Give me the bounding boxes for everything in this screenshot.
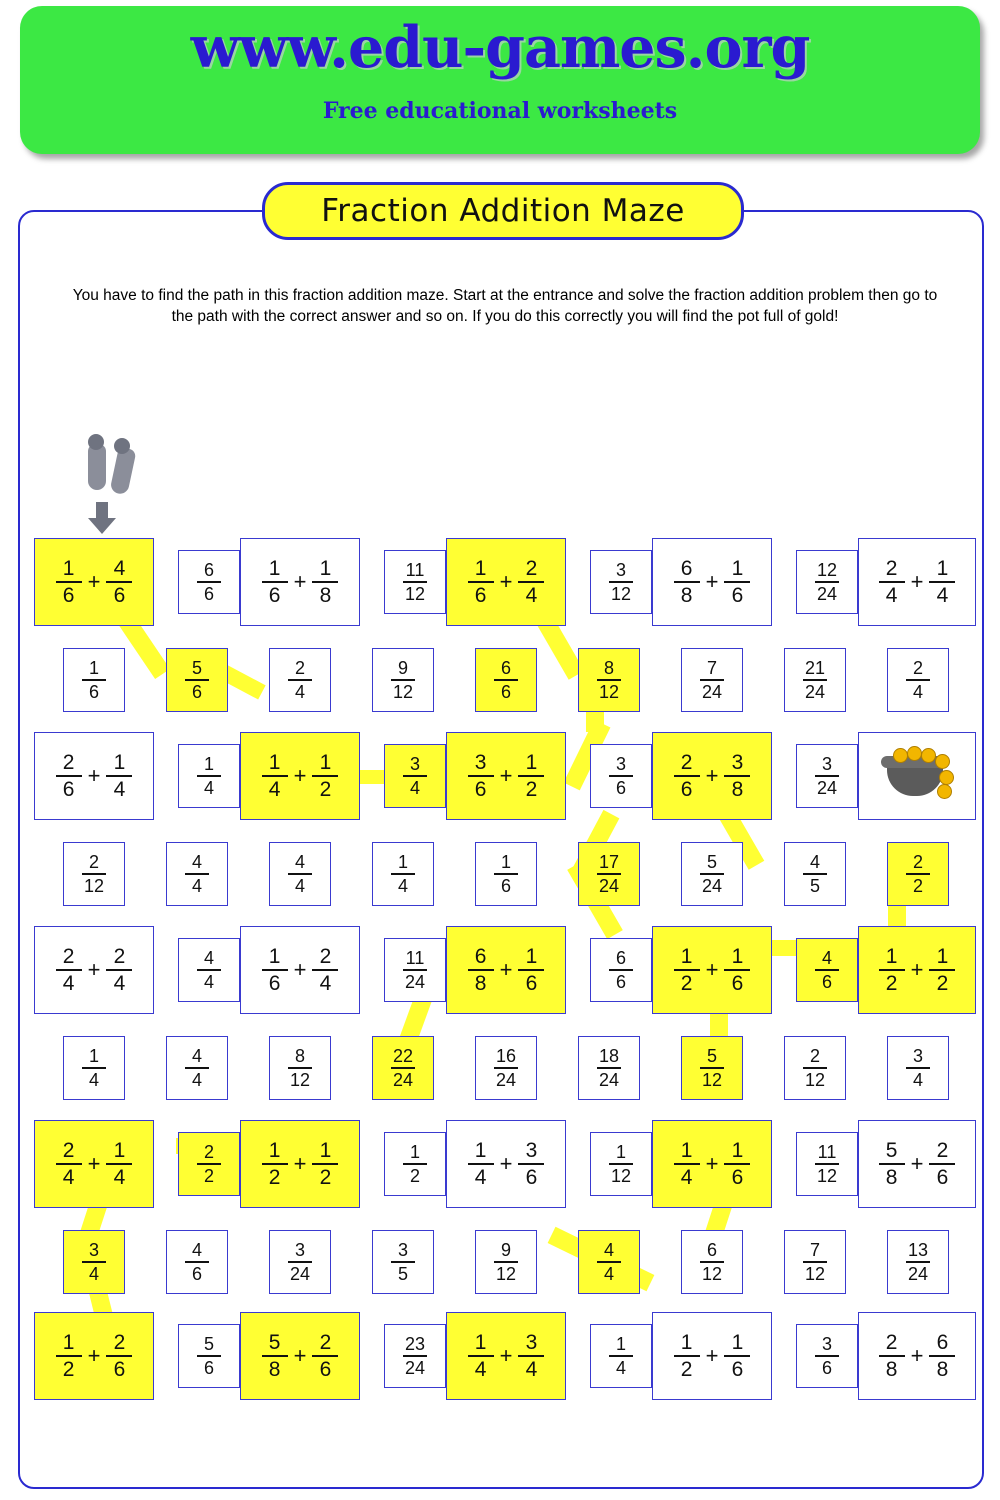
fraction: $\frac{2}{2}$: [906, 853, 930, 895]
fraction: $\frac{3}{4}$: [82, 1241, 106, 1283]
fraction: $\frac{3}{24}$: [816, 754, 838, 798]
fraction: $\frac{3}{12}$: [610, 560, 632, 604]
fraction: $\frac{16}{24}$: [495, 1046, 517, 1090]
maze-answer-cell[interactable]: [63, 1230, 125, 1294]
maze-answer-cell[interactable]: [590, 744, 652, 808]
fraction: $\frac{3}{6}$: [518, 1140, 544, 1188]
maze-answer-cell[interactable]: [578, 648, 640, 712]
plus-sign: +: [499, 763, 513, 788]
maze-answer-cell[interactable]: [178, 1132, 240, 1196]
fraction: $\frac{1}{2}$: [929, 946, 955, 994]
plus-sign: +: [705, 1343, 719, 1368]
maze-answer-cell[interactable]: [63, 648, 125, 712]
fraction: $\frac{1}{2}$: [403, 1143, 427, 1185]
arrow-down-head: [88, 518, 116, 534]
fraction: $\frac{1}{6}$: [724, 1140, 750, 1188]
maze-problem-cell[interactable]: [858, 926, 976, 1014]
fraction: $\frac{1}{2}$: [879, 946, 905, 994]
fraction: $\frac{2}{4}$: [288, 659, 312, 701]
plus-sign: +: [87, 1151, 101, 1176]
maze-problem-cell[interactable]: [240, 538, 360, 626]
maze-problem-cell[interactable]: [34, 732, 154, 820]
fraction: $\frac{3}{4}$: [518, 1332, 544, 1380]
fraction: $\frac{1}{4}$: [468, 1332, 494, 1380]
fraction: $\frac{1}{2}$: [56, 1332, 82, 1380]
maze-problem-cell[interactable]: [34, 1120, 154, 1208]
maze-answer-cell[interactable]: [384, 1324, 446, 1388]
maze-answer-cell[interactable]: [166, 648, 228, 712]
maze-answer-cell[interactable]: [178, 744, 240, 808]
fraction: $\frac{1}{4}$: [262, 752, 288, 800]
maze-answer-cell[interactable]: [475, 648, 537, 712]
fraction: $\frac{6}{8}$: [468, 946, 494, 994]
plus-sign: +: [293, 957, 307, 982]
fraction: $\frac{1}{2}$: [312, 1140, 338, 1188]
fraction: $\frac{4}{4}$: [185, 1047, 209, 1089]
fraction: $\frac{4}{6}$: [815, 949, 839, 991]
maze-answer-cell[interactable]: [384, 744, 446, 808]
fraction: $\frac{1}{4}$: [82, 1047, 106, 1089]
maze-answer-cell[interactable]: [681, 1230, 743, 1294]
maze-problem-cell[interactable]: [652, 1120, 772, 1208]
maze-problem-cell[interactable]: [34, 538, 154, 626]
fraction: $\frac{4}{5}$: [803, 853, 827, 895]
fraction: $\frac{3}{6}$: [609, 755, 633, 797]
maze-answer-cell[interactable]: [784, 842, 846, 906]
fraction: $\frac{5}{6}$: [185, 659, 209, 701]
fraction: $\frac{1}{4}$: [468, 1140, 494, 1188]
fraction: $\frac{2}{12}$: [804, 1046, 826, 1090]
fraction: $\frac{2}{4}$: [106, 946, 132, 994]
fraction: $\frac{4}{4}$: [288, 853, 312, 895]
fraction: $\frac{11}{12}$: [404, 560, 426, 604]
fraction: $\frac{1}{4}$: [106, 752, 132, 800]
plus-sign: +: [705, 1151, 719, 1176]
maze-answer-cell[interactable]: [578, 1036, 640, 1100]
maze-answer-cell[interactable]: [63, 1036, 125, 1100]
fraction: $\frac{1}{4}$: [391, 853, 415, 895]
fraction: $\frac{3}{4}$: [906, 1047, 930, 1089]
maze-answer-cell[interactable]: [372, 842, 434, 906]
maze-answer-cell[interactable]: [166, 1230, 228, 1294]
maze-answer-cell[interactable]: [796, 1132, 858, 1196]
maze-problem-cell[interactable]: [858, 538, 976, 626]
maze-answer-cell[interactable]: [578, 842, 640, 906]
fraction: $\frac{2}{2}$: [197, 1143, 221, 1185]
fraction: $\frac{2}{6}$: [56, 752, 82, 800]
fraction: $\frac{2}{4}$: [56, 946, 82, 994]
plus-sign: +: [705, 957, 719, 982]
fraction: $\frac{5}{12}$: [701, 1046, 723, 1090]
maze-problem-cell[interactable]: [240, 1312, 360, 1400]
maze-answer-cell[interactable]: [887, 1230, 949, 1294]
maze-problem-cell[interactable]: [446, 538, 566, 626]
fraction: $\frac{3}{8}$: [724, 752, 750, 800]
maze-problem-cell[interactable]: [652, 538, 772, 626]
plus-sign: +: [910, 957, 924, 982]
fraction: $\frac{2}{6}$: [674, 752, 700, 800]
maze-problem-cell[interactable]: [446, 926, 566, 1014]
fraction: $\frac{2}{4}$: [56, 1140, 82, 1188]
fraction: $\frac{1}{2}$: [518, 752, 544, 800]
maze-answer-cell[interactable]: [784, 648, 846, 712]
plus-sign: +: [705, 569, 719, 594]
fraction: $\frac{5}{24}$: [701, 852, 723, 896]
fraction: $\frac{1}{2}$: [674, 1332, 700, 1380]
maze-answer-cell[interactable]: [590, 550, 652, 614]
maze-goal-cell[interactable]: [858, 732, 976, 820]
fraction: $\frac{4}{4}$: [197, 949, 221, 991]
maze-answer-cell[interactable]: [784, 1230, 846, 1294]
fraction: $\frac{12}{24}$: [816, 560, 838, 604]
maze-problem-cell[interactable]: [446, 1312, 566, 1400]
maze-answer-cell[interactable]: [178, 938, 240, 1002]
fraction: $\frac{7}{24}$: [701, 658, 723, 702]
fraction: $\frac{1}{6}$: [724, 1332, 750, 1380]
fraction: $\frac{2}{12}$: [83, 852, 105, 896]
maze-answer-cell[interactable]: [269, 648, 331, 712]
maze-answer-cell[interactable]: [475, 1036, 537, 1100]
plus-sign: +: [910, 569, 924, 594]
fraction: $\frac{3}{6}$: [815, 1335, 839, 1377]
maze-answer-cell[interactable]: [178, 1324, 240, 1388]
fraction: $\frac{8}{12}$: [289, 1046, 311, 1090]
fraction: $\frac{18}{24}$: [598, 1046, 620, 1090]
fraction: $\frac{8}{12}$: [598, 658, 620, 702]
maze-answer-cell[interactable]: [372, 1230, 434, 1294]
maze-answer-cell[interactable]: [784, 1036, 846, 1100]
fraction: $\frac{1}{8}$: [312, 558, 338, 606]
maze-answer-cell[interactable]: [681, 842, 743, 906]
fraction: $\frac{5}{6}$: [197, 1335, 221, 1377]
maze-problem-cell[interactable]: [240, 926, 360, 1014]
maze-problem-cell[interactable]: [652, 1312, 772, 1400]
fraction: $\frac{6}{6}$: [197, 561, 221, 603]
maze-answer-cell[interactable]: [796, 1324, 858, 1388]
fraction: $\frac{1}{6}$: [468, 558, 494, 606]
maze-problem-cell[interactable]: [858, 1120, 976, 1208]
fraction: $\frac{4}{6}$: [106, 558, 132, 606]
fraction: $\frac{2}{4}$: [518, 558, 544, 606]
maze-answer-cell[interactable]: [372, 648, 434, 712]
fraction: $\frac{3}{24}$: [289, 1240, 311, 1284]
maze-answer-cell[interactable]: [475, 842, 537, 906]
maze-answer-cell[interactable]: [269, 1230, 331, 1294]
fraction: $\frac{1}{6}$: [262, 946, 288, 994]
maze-answer-cell[interactable]: [384, 1132, 446, 1196]
fraction: $\frac{1}{4}$: [929, 558, 955, 606]
maze-answer-cell[interactable]: [681, 648, 743, 712]
maze-answer-cell[interactable]: [887, 648, 949, 712]
maze-answer-cell[interactable]: [590, 938, 652, 1002]
fraction: $\frac{1}{6}$: [82, 659, 106, 701]
instructions-text: You have to find the path in this fraction addition maze. Start at the entrance and solve the fraction addition problem then go to the path with the correct answer and so on. If you do this correctly you will find the pot full of gold!: [72, 287, 938, 325]
fraction: $\frac{11}{24}$: [404, 948, 426, 992]
fraction: $\frac{1}{2}$: [312, 752, 338, 800]
maze-answer-cell[interactable]: [384, 938, 446, 1002]
fraction: $\frac{2}{6}$: [312, 1332, 338, 1380]
fraction: $\frac{2}{8}$: [879, 1332, 905, 1380]
fraction: $\frac{1}{4}$: [106, 1140, 132, 1188]
plus-sign: +: [87, 957, 101, 982]
maze-problem-cell[interactable]: [240, 732, 360, 820]
fraction: $\frac{1}{2}$: [262, 1140, 288, 1188]
maze-problem-cell[interactable]: [446, 732, 566, 820]
plus-sign: +: [87, 763, 101, 788]
fraction: $\frac{1}{4}$: [197, 755, 221, 797]
plus-sign: +: [293, 763, 307, 788]
footsteps-icon: [84, 428, 154, 518]
fraction: $\frac{2}{4}$: [312, 946, 338, 994]
fraction: $\frac{2}{4}$: [906, 659, 930, 701]
fraction: $\frac{22}{24}$: [392, 1046, 414, 1090]
maze-answer-cell[interactable]: [384, 550, 446, 614]
plus-sign: +: [499, 569, 513, 594]
maze-problem-cell[interactable]: [34, 1312, 154, 1400]
fraction: $\frac{3}{6}$: [468, 752, 494, 800]
maze-answer-cell[interactable]: [590, 1324, 652, 1388]
maze-problem-cell[interactable]: [858, 1312, 976, 1400]
site-banner: [20, 6, 980, 154]
fraction: $\frac{13}{24}$: [907, 1240, 929, 1284]
fraction: $\frac{3}{4}$: [403, 755, 427, 797]
worksheet-title-pill: [262, 182, 744, 240]
fraction: $\frac{5}{8}$: [879, 1140, 905, 1188]
plus-sign: +: [499, 957, 513, 982]
maze-answer-cell[interactable]: [796, 550, 858, 614]
fraction: $\frac{5}{8}$: [262, 1332, 288, 1380]
plus-sign: +: [910, 1151, 924, 1176]
maze-grid: [26, 420, 976, 1480]
maze-problem-cell[interactable]: [446, 1120, 566, 1208]
maze-answer-cell[interactable]: [166, 1036, 228, 1100]
fraction: $\frac{4}{4}$: [597, 1241, 621, 1283]
fraction: $\frac{2}{4}$: [879, 558, 905, 606]
plus-sign: +: [910, 1343, 924, 1368]
maze-answer-cell[interactable]: [590, 1132, 652, 1196]
plus-sign: +: [87, 1343, 101, 1368]
fraction: $\frac{7}{12}$: [804, 1240, 826, 1284]
fraction: $\frac{4}{4}$: [185, 853, 209, 895]
fraction: $\frac{1}{6}$: [262, 558, 288, 606]
maze-answer-cell[interactable]: [178, 550, 240, 614]
fraction: $\frac{21}{24}$: [804, 658, 826, 702]
fraction: $\frac{6}{12}$: [701, 1240, 723, 1284]
maze-answer-cell[interactable]: [578, 1230, 640, 1294]
maze-answer-cell[interactable]: [475, 1230, 537, 1294]
maze-answer-cell[interactable]: [796, 938, 858, 1002]
maze-answer-cell[interactable]: [166, 842, 228, 906]
fraction: $\frac{6}{8}$: [674, 558, 700, 606]
plus-sign: +: [705, 763, 719, 788]
site-subtitle: Free educational worksheets: [322, 98, 678, 124]
fraction: $\frac{1}{4}$: [609, 1335, 633, 1377]
fraction: $\frac{11}{12}$: [816, 1142, 838, 1186]
site-title: www.edu-games.org: [190, 14, 810, 81]
fraction: $\frac{6}{6}$: [609, 949, 633, 991]
fraction: $\frac{6}{6}$: [494, 659, 518, 701]
fraction: $\frac{23}{24}$: [404, 1334, 426, 1378]
plus-sign: +: [293, 569, 307, 594]
fraction: $\frac{1}{6}$: [518, 946, 544, 994]
maze-answer-cell[interactable]: [887, 1036, 949, 1100]
maze-problem-cell[interactable]: [652, 732, 772, 820]
plus-sign: +: [293, 1151, 307, 1176]
pot-of-gold-icon: [879, 748, 955, 804]
fraction: $\frac{1}{6}$: [56, 558, 82, 606]
fraction: $\frac{1}{2}$: [674, 946, 700, 994]
maze-answer-cell[interactable]: [269, 1036, 331, 1100]
maze-problem-cell[interactable]: [34, 926, 154, 1014]
fraction: $\frac{2}{6}$: [929, 1140, 955, 1188]
fraction: $\frac{1}{6}$: [724, 946, 750, 994]
fraction: $\frac{1}{12}$: [610, 1142, 632, 1186]
fraction: $\frac{4}{6}$: [185, 1241, 209, 1283]
fraction: $\frac{9}{12}$: [495, 1240, 517, 1284]
maze-problem-cell[interactable]: [652, 926, 772, 1014]
fraction: $\frac{2}{6}$: [106, 1332, 132, 1380]
maze-answer-cell[interactable]: [269, 842, 331, 906]
maze-problem-cell[interactable]: [240, 1120, 360, 1208]
maze-answer-cell[interactable]: [372, 1036, 434, 1100]
fraction: $\frac{17}{24}$: [598, 852, 620, 896]
fraction: $\frac{1}{6}$: [724, 558, 750, 606]
maze-answer-cell[interactable]: [63, 842, 125, 906]
fraction: $\frac{6}{8}$: [929, 1332, 955, 1380]
maze-answer-cell[interactable]: [681, 1036, 743, 1100]
maze-answer-cell[interactable]: [887, 842, 949, 906]
plus-sign: +: [499, 1151, 513, 1176]
page-title: Fraction Addition Maze: [321, 193, 685, 229]
plus-sign: +: [87, 569, 101, 594]
fraction: $\frac{9}{12}$: [392, 658, 414, 702]
fraction: $\frac{1}{6}$: [494, 853, 518, 895]
fraction: $\frac{1}{4}$: [674, 1140, 700, 1188]
plus-sign: +: [499, 1343, 513, 1368]
plus-sign: +: [293, 1343, 307, 1368]
fraction: $\frac{3}{5}$: [391, 1241, 415, 1283]
maze-answer-cell[interactable]: [796, 744, 858, 808]
